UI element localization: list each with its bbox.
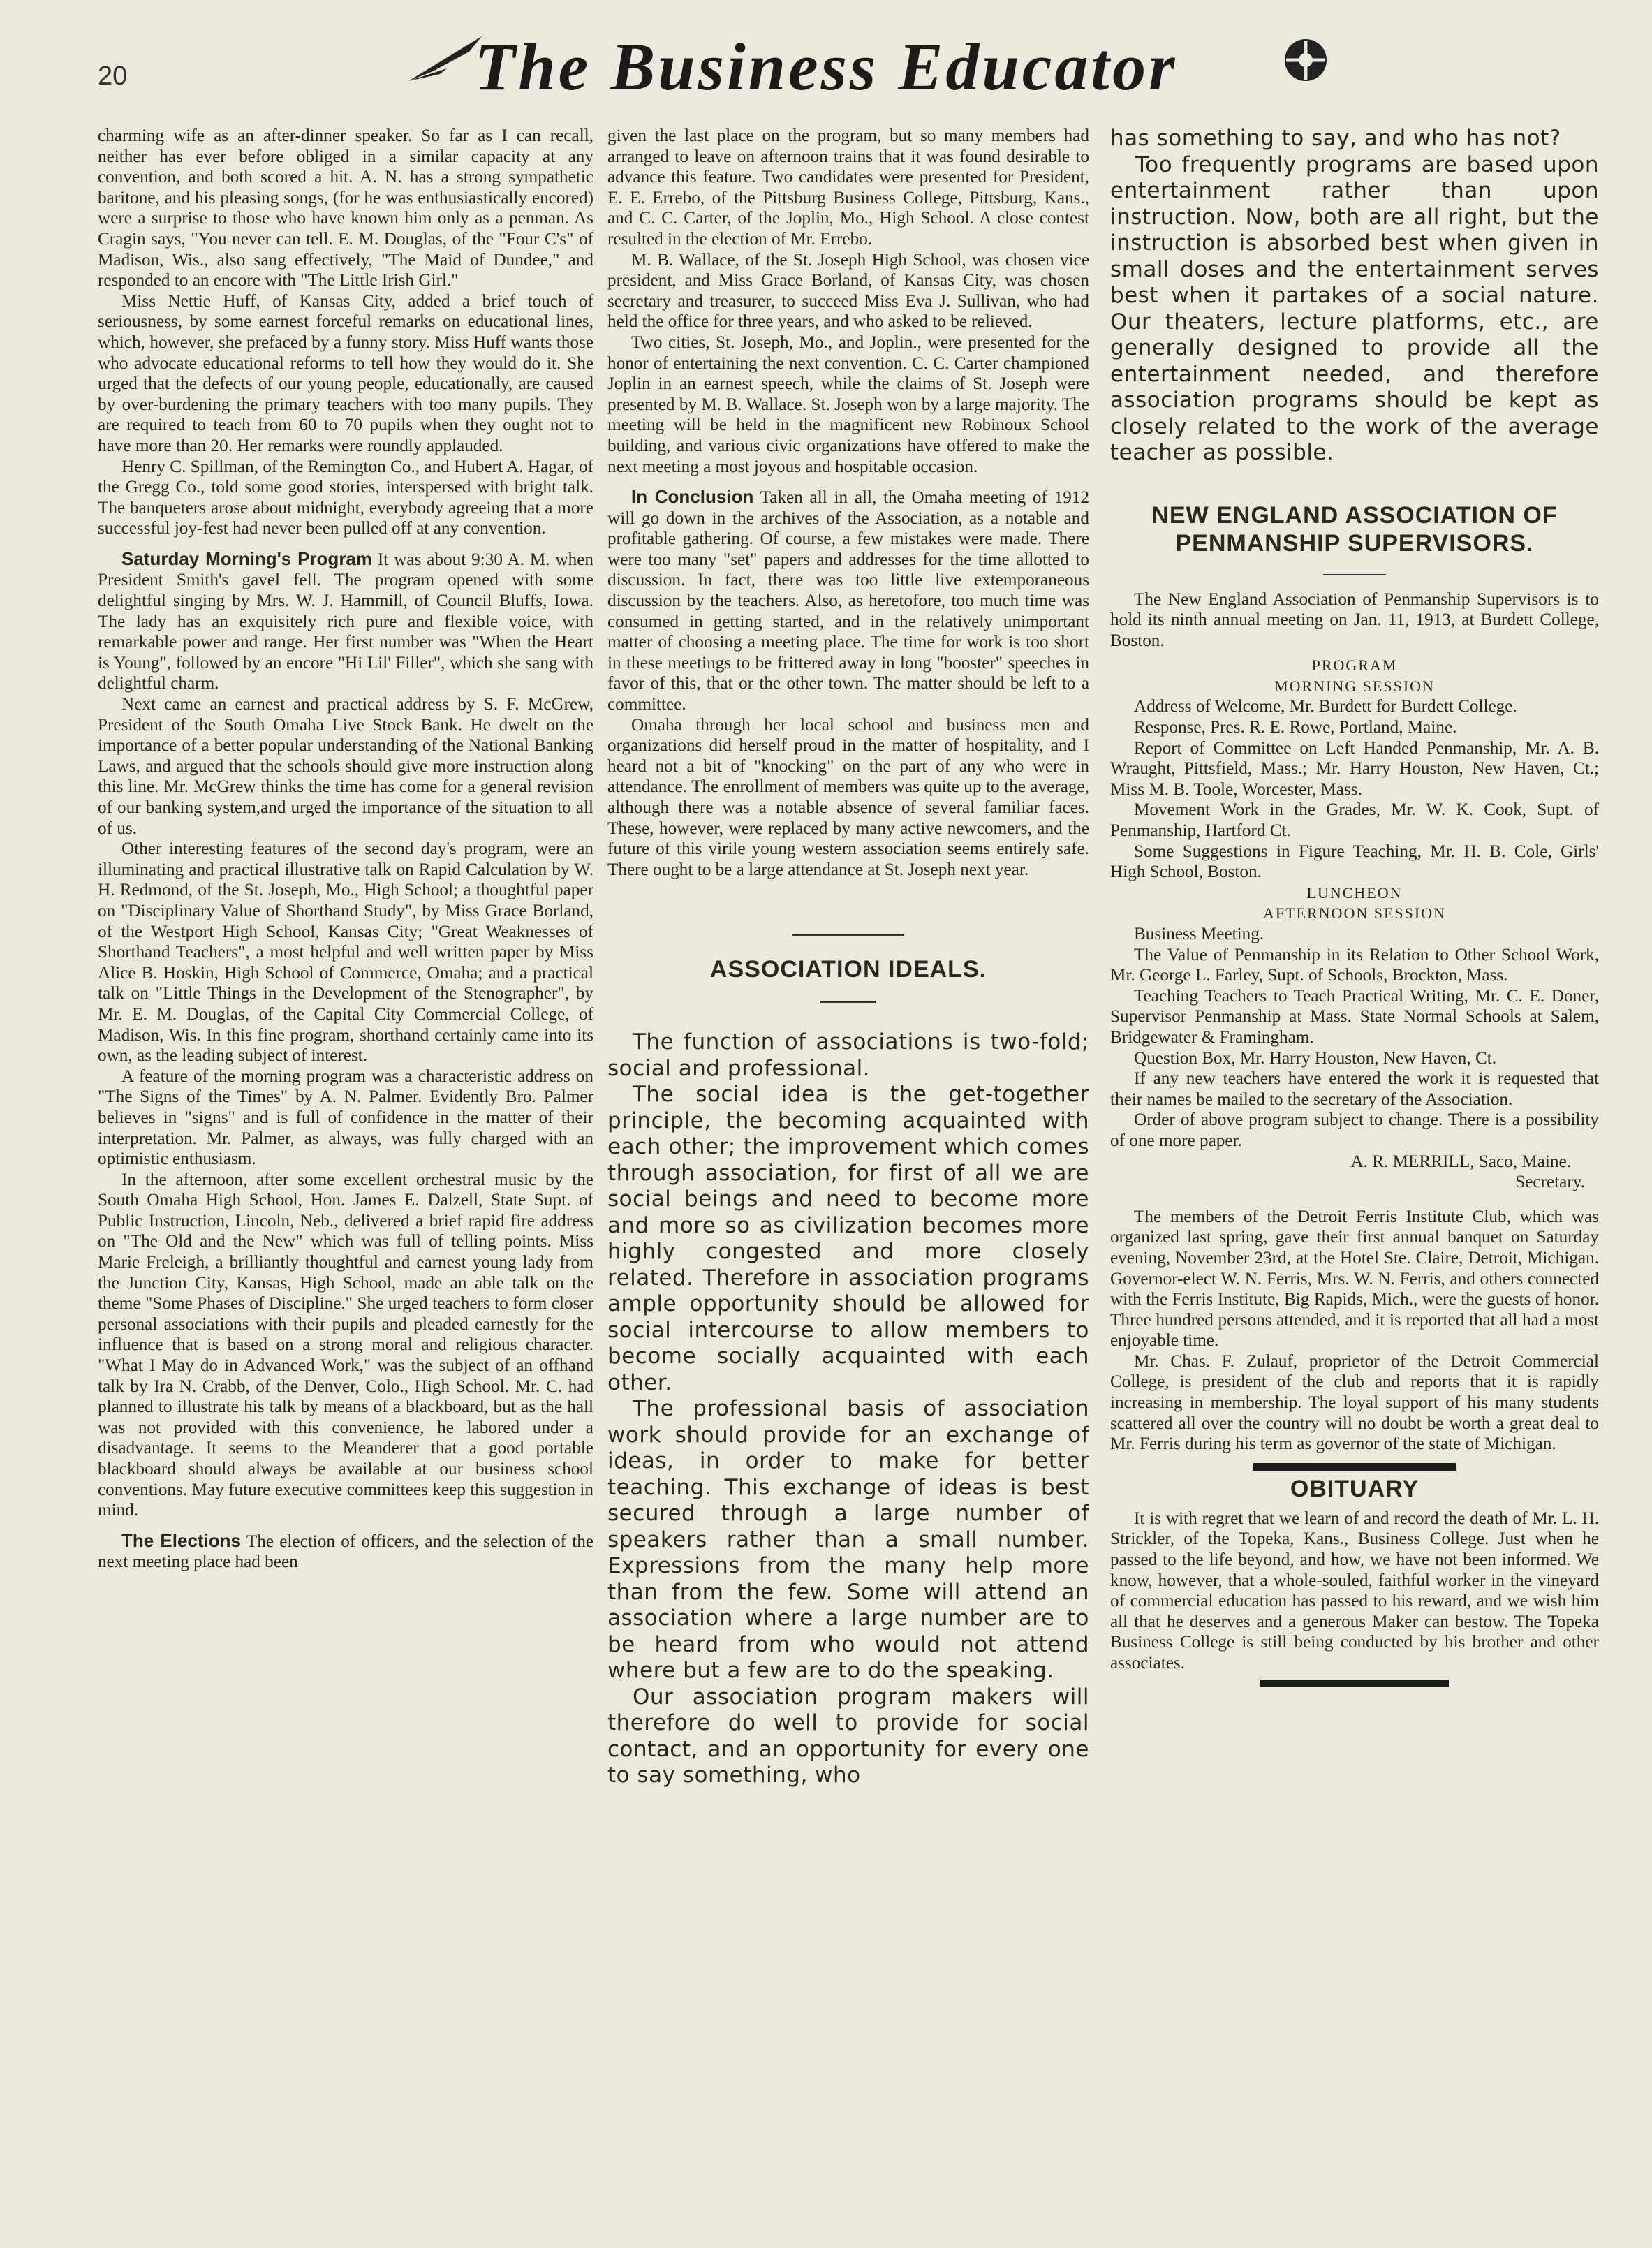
association-ideals-body: [607, 1029, 1089, 1789]
paragraph: In the afternoon, after some excellent orchestral music by the South Omaha High School, Hon. James E. Dalzell, State Supt. of Public Instruction, Lincoln, Neb., delivered a brief rapid fire address on "The Old and the New" which was full of telling points. Miss Marie Freleigh, a brilliantly thoughtful and earnest young lady from the Junction City, Kansas, High School, made an able talk on the theme "Some Phases of Discipline." She urged teachers to form closer personal associations with their pupils and pleaded earnestly for the influence that is based on a strong moral and religious character. "What I May do in Advanced Work," was the subject of an offhand talk by Ira N. Crabb, of the Denver, Colo., High School. Mr. C. had planned to illustrate his talk by means of a blackboard, but as the hall was not provided with this convenience, he labored under a disadvantage. It seems to the Meanderer that a good portable blackboard should always be available at our business school conventions. May future executive committees keep this suggestion in mind.: [98, 1170, 593, 1520]
paragraph: The professional basis of association work should provide for an exchange of ideas, in order to make for better teaching. This exchange of ideas is best secured through a large number of speakers rather than a small number. Expressions from the many help more than from the few. Some will attend an association where a large number are to be heard from who would not attend where but a few are to do the speaking.: [607, 1396, 1089, 1684]
program-item: Response, Pres. R. E. Rowe, Portland, Maine.: [1134, 718, 1457, 737]
session-label: AFTERNOON SESSION: [1263, 904, 1446, 923]
paragraph: [98, 549, 593, 694]
program-item: Address of Welcome, Mr. Burdett for Burdett College.: [1134, 697, 1517, 717]
section-heading-obituary: OBITUARY: [1290, 1475, 1419, 1502]
section-heading-association-ideals: ASSOCIATION IDEALS.: [709, 956, 987, 983]
paragraph: M. B. Wallace, of the St. Joseph High School, was chosen vice president, and Miss Grace Borland, of Kansas City, was chosen secretary and treasurer, to succeed Miss Eva J. Sullivan, who had held the office for three years, and who asked to be relieved.: [607, 250, 1089, 332]
divider: [820, 1001, 876, 1003]
paragraph: Other interesting features of the second day's program, were an illuminating and practical illustrative talk on Rapid Calculation by W. H. Redmond, of the St. Joseph, Mo., High School; a thoughtful paper on "Disciplinary Value of Shorthand Study", by Miss Grace Borland, of the Westport High School, Kansas City; "Great Weaknesses of Shorthand Teachers", a most helpful and well written paper by Miss Alice B. Hoskin, High School of Commerce, Omaha; and a practical talk on "Little Things in the Development of the Stenographer", by Mr. E. M. Douglas, of the Capital City Commercial College, of Madison, Wis. In this fine program, shorthand certainly came into its own, as the leading subject of interest.: [98, 839, 593, 1066]
paragraph-text: Taken all in all, the Omaha meeting of 1912 will go down in the archives of the Association, as a notable and profitable gathering. Of course, a few mistakes were made. There were too many "set" papers and addresses for the time allotted to discussion. In fact, there was too little live extemporaneous discussion by the teachers. Also, as heretofore, too much time was consumed in getting started, and in the relatively unimportant matter of choosing a meeting place. The time for work is too short in these meetings to be frittered away in long "booster" speeches in favor of this, that or the other town. The matter should be left to a committee.: [607, 488, 1089, 714]
paragraph: Mr. Chas. F. Zulauf, proprietor of the Detroit Commercial College, is president of the club and reports that it is rapidly increasing in membership. The loyal support of his many students scattered all over the country will no doubt be worth a great deal to Mr. Ferris during his term as governor of the state of Michigan.: [1110, 1351, 1599, 1454]
paragraph: If any new teachers have entered the work it is requested that their names be mailed to the secretary of the Association.: [1110, 1069, 1599, 1109]
column-2: [607, 126, 1089, 2151]
divider-bar: [1260, 1680, 1449, 1687]
paragraph: The New England Association of Penmanship Supervisors is to hold its ninth annual meeting on Jan. 11, 1913, at Burdett College, Boston.: [1110, 589, 1599, 650]
signature-title: Secretary.: [1515, 1173, 1585, 1192]
runin-heading: The Elections: [121, 1529, 242, 1551]
paragraph: A feature of the morning program was a characteristic address on "The Signs of the Times" by A. N. Palmer. Evidently Bro. Palmer believes in "signs" and is full of confidence in the matter of their interpretation. Mr. Palmer, as always, was fully charged with an optimistic enthusiasm.: [98, 1066, 593, 1169]
paragraph: Omaha through her local school and business men and organizations did herself proud in the matter of hospitality, and I heard not a bit of "knocking" on the part of any who were in attendance. The enrollment of members was quite up to the average, although there was a notable absence of several familiar faces. These, however, were replaced by many active newcomers, and the future of this virile young western association seems entirely safe. There ought to be a large attendance at St. Joseph next year.: [607, 715, 1089, 879]
paragraph: Henry C. Spillman, of the Remington Co., and Hubert A. Hagar, of the Gregg Co., told some good stories, interspersed with bright talk. The banqueters arose about midnight, everybody agreeing that a more successful joy-fest had never been pulled off at any convention.: [98, 457, 593, 538]
program-label: PROGRAM: [1311, 656, 1398, 675]
paragraph-text: It was about 9:30 A. M. when President Smith's gavel fell. The program opened with some delightful singing by Mrs. W. J. Hammill, of Council Bluffs, Iowa. The lady has an exquisitely rich pure and flexible voice, with remarkable power and range. Her first number was "When the Heart is Young", followed by an encore "Hi Lil' Filler", which she sang with delightful charm.: [98, 550, 593, 693]
paragraph: Order of above program subject to change. There is a possibility of one more paper.: [1110, 1110, 1599, 1150]
divider-bar: [1253, 1463, 1456, 1471]
session-label: MORNING SESSION: [1274, 677, 1435, 695]
runin-heading: In Conclusion: [631, 486, 754, 508]
page-number: 20: [98, 61, 128, 91]
signature-name: A. R. MERRILL, Saco, Maine.: [1350, 1152, 1571, 1171]
masthead-title: The Business Educator: [474, 29, 1178, 104]
paragraph: Miss Nettie Huff, of Kansas City, added a brief touch of seriousness, by some earnest forceful remarks on educational lines, which, however, she prefaced by a funny story. Miss Huff wants those who advocate educational reforms to tell how they would do it. She urged that the defects of our young people, educationally, are caused by over-burdening the primary teachers with too many pupils. They are required to teach from 60 to 70 pupils when they ought not to have more than 20. Her remarks were roundly applauded.: [98, 291, 593, 455]
paragraph: The members of the Detroit Ferris Institute Club, which was organized last spring, gave their first annual banquet on Saturday evening, November 23rd, at the Hotel Ste. Claire, Detroit, Michigan. Governor-elect W. N. Ferris, Mrs. W. N. Ferris, and others connected with the Ferris Institute, Big Rapids, Mich., were the guests of honor. Three hundred persons attended, and it is reported that all had a most enjoyable time.: [1110, 1207, 1599, 1351]
column-1: [98, 126, 593, 2151]
paragraph: Next came an earnest and practical address by S. F. McGrew, President of the South Omaha Live Stock Bank. He dwelt on the importance of a better popular understanding of the National Banking Laws, and argued that the schools should give more instruction along this line. Mr. McGrew thinks the time has come for a general revision of our banking system,and urged the importance of the situation to all of us.: [98, 695, 593, 838]
paragraph: The function of associations is two-fold; social and professional.: [607, 1029, 1089, 1081]
column-3: [1110, 126, 1599, 2151]
runin-heading: Saturday Morning's Program: [121, 548, 373, 569]
program-item: Movement Work in the Grades, Mr. W. K. Cook, Supt. of Penmanship, Hartford Ct.: [1110, 800, 1599, 841]
program-item: Teaching Teachers to Teach Practical Writing, Mr. C. E. Doner, Supervisor Penmanship at Mass. State Normal Schools at Salem, Bridgewater & Framingham.: [1110, 986, 1599, 1047]
new-england-body: [1110, 589, 1599, 1455]
program-item: Some Suggestions in Figure Teaching, Mr. H. B. Cole, Girls' High School, Boston.: [1110, 842, 1599, 882]
masthead: [0, 28, 1652, 105]
paragraph: has something to say, and who has not?: [1110, 126, 1561, 151]
section-heading-new-england: NEW ENGLAND ASSOCIATION OF PENMANSHIP SUPERVISORS.: [1151, 501, 1558, 557]
ornament-icon: [1278, 32, 1334, 88]
paragraph: The social idea is the get-together principle, the becoming acquainted with each other; the improvement which comes through association, for first of all we are social beings and need to become more and more so as civilization becomes more highly congested and more closely related. Therefore in association programs ample opportunity should be allowed for social intercourse to allow members to become socially acquainted with each other.: [607, 1082, 1089, 1395]
program-item: Question Box, Mr. Harry Houston, New Haven, Ct.: [1134, 1048, 1497, 1068]
paragraph: Too frequently programs are based upon entertainment rather than upon instruction. Now, both are all right, but the instruction is absorbed best when given in small doses and the entertainment serves best when it partakes of a social nature. Our theaters, lecture platforms, etc., are generally designed to provide all the entertainment needed, and therefore association programs should be kept as closely related to the work of the average teacher as possible.: [1110, 152, 1599, 465]
paragraph: given the last place on the program, but so many members had arranged to leave on afternoon trains that it was found desirable to advance this feature. Two candidates were presented for President, E. E. Errebo, of the Pittsburg Business College, Pittsburg, Kans., and C. C. Carter, of the Joplin, Mo., High School. A close contest resulted in the election of Mr. Errebo.: [607, 126, 1089, 249]
session-label: LUNCHEON: [1306, 883, 1403, 902]
paragraph: charming wife as an after-dinner speaker. So far as I can recall, neither has ever before obliged in a similar capacity at any convention, and both scored a hit. A. N. has a strong sympathetic baritone, and his pleasing songs, (for he was enthusiastically encored) were a surprise to those who have known him only as a penman. As Cragin says, "You never can tell. E. M. Douglas, of the "Four C's" of Madison, Wis., also sang effectively, "The Maid of Dundee," and responded to an encore with "The Little Irish Girl.": [98, 126, 593, 291]
divider: [792, 934, 904, 936]
paragraph: [98, 1531, 593, 1573]
paragraph: Two cities, St. Joseph, Mo., and Joplin., were presented for the honor of entertaining the next convention. C. C. Carter championed Joplin in an earnest speech, while the claims of St. Joseph were presented by M. B. Wallace. St. Joseph won by a large majority. The meeting will be held in the magnificent new Robinoux School building, and various civic organizations have offered to make the next meeting a most joyous and hospitable occasion.: [607, 332, 1089, 476]
divider: [1323, 574, 1386, 575]
paragraph-text: The election of officers, and the selection of the next meeting place had been: [98, 1531, 593, 1572]
association-ideals-continued: [1110, 126, 1599, 467]
paragraph: [607, 487, 1089, 715]
program-item: Business Meeting.: [1134, 925, 1264, 943]
program-item: Report of Committee on Left Handed Penmanship, Mr. A. B. Wraught, Pittsfield, Mass.; Mr. Harry Houston, New Haven, Ct.; Miss M. B. Toole, Worcester, Mass.: [1110, 738, 1599, 799]
paragraph: It is with regret that we learn of and record the death of Mr. L. H. Strickler, of the Topeka, Kans., Business College. Just when he passed to the life beyond, and how, we have not been informed. We know, however, that a whole-souled, faithful worker in the vineyard of commercial education has passed to his reward, and we wish him all that he deserves and a generous Maker can bestow. The Topeka Business College is still being conducted by his brother and other associates.: [1110, 1508, 1599, 1673]
program-item: The Value of Penmanship in its Relation to Other School Work, Mr. George L. Farley, Supt. of Schools, Brockton, Mass.: [1110, 945, 1599, 985]
paragraph: Our association program makers will therefore do well to provide for social contact, and an opportunity for every one to say something, who: [607, 1684, 1089, 1788]
